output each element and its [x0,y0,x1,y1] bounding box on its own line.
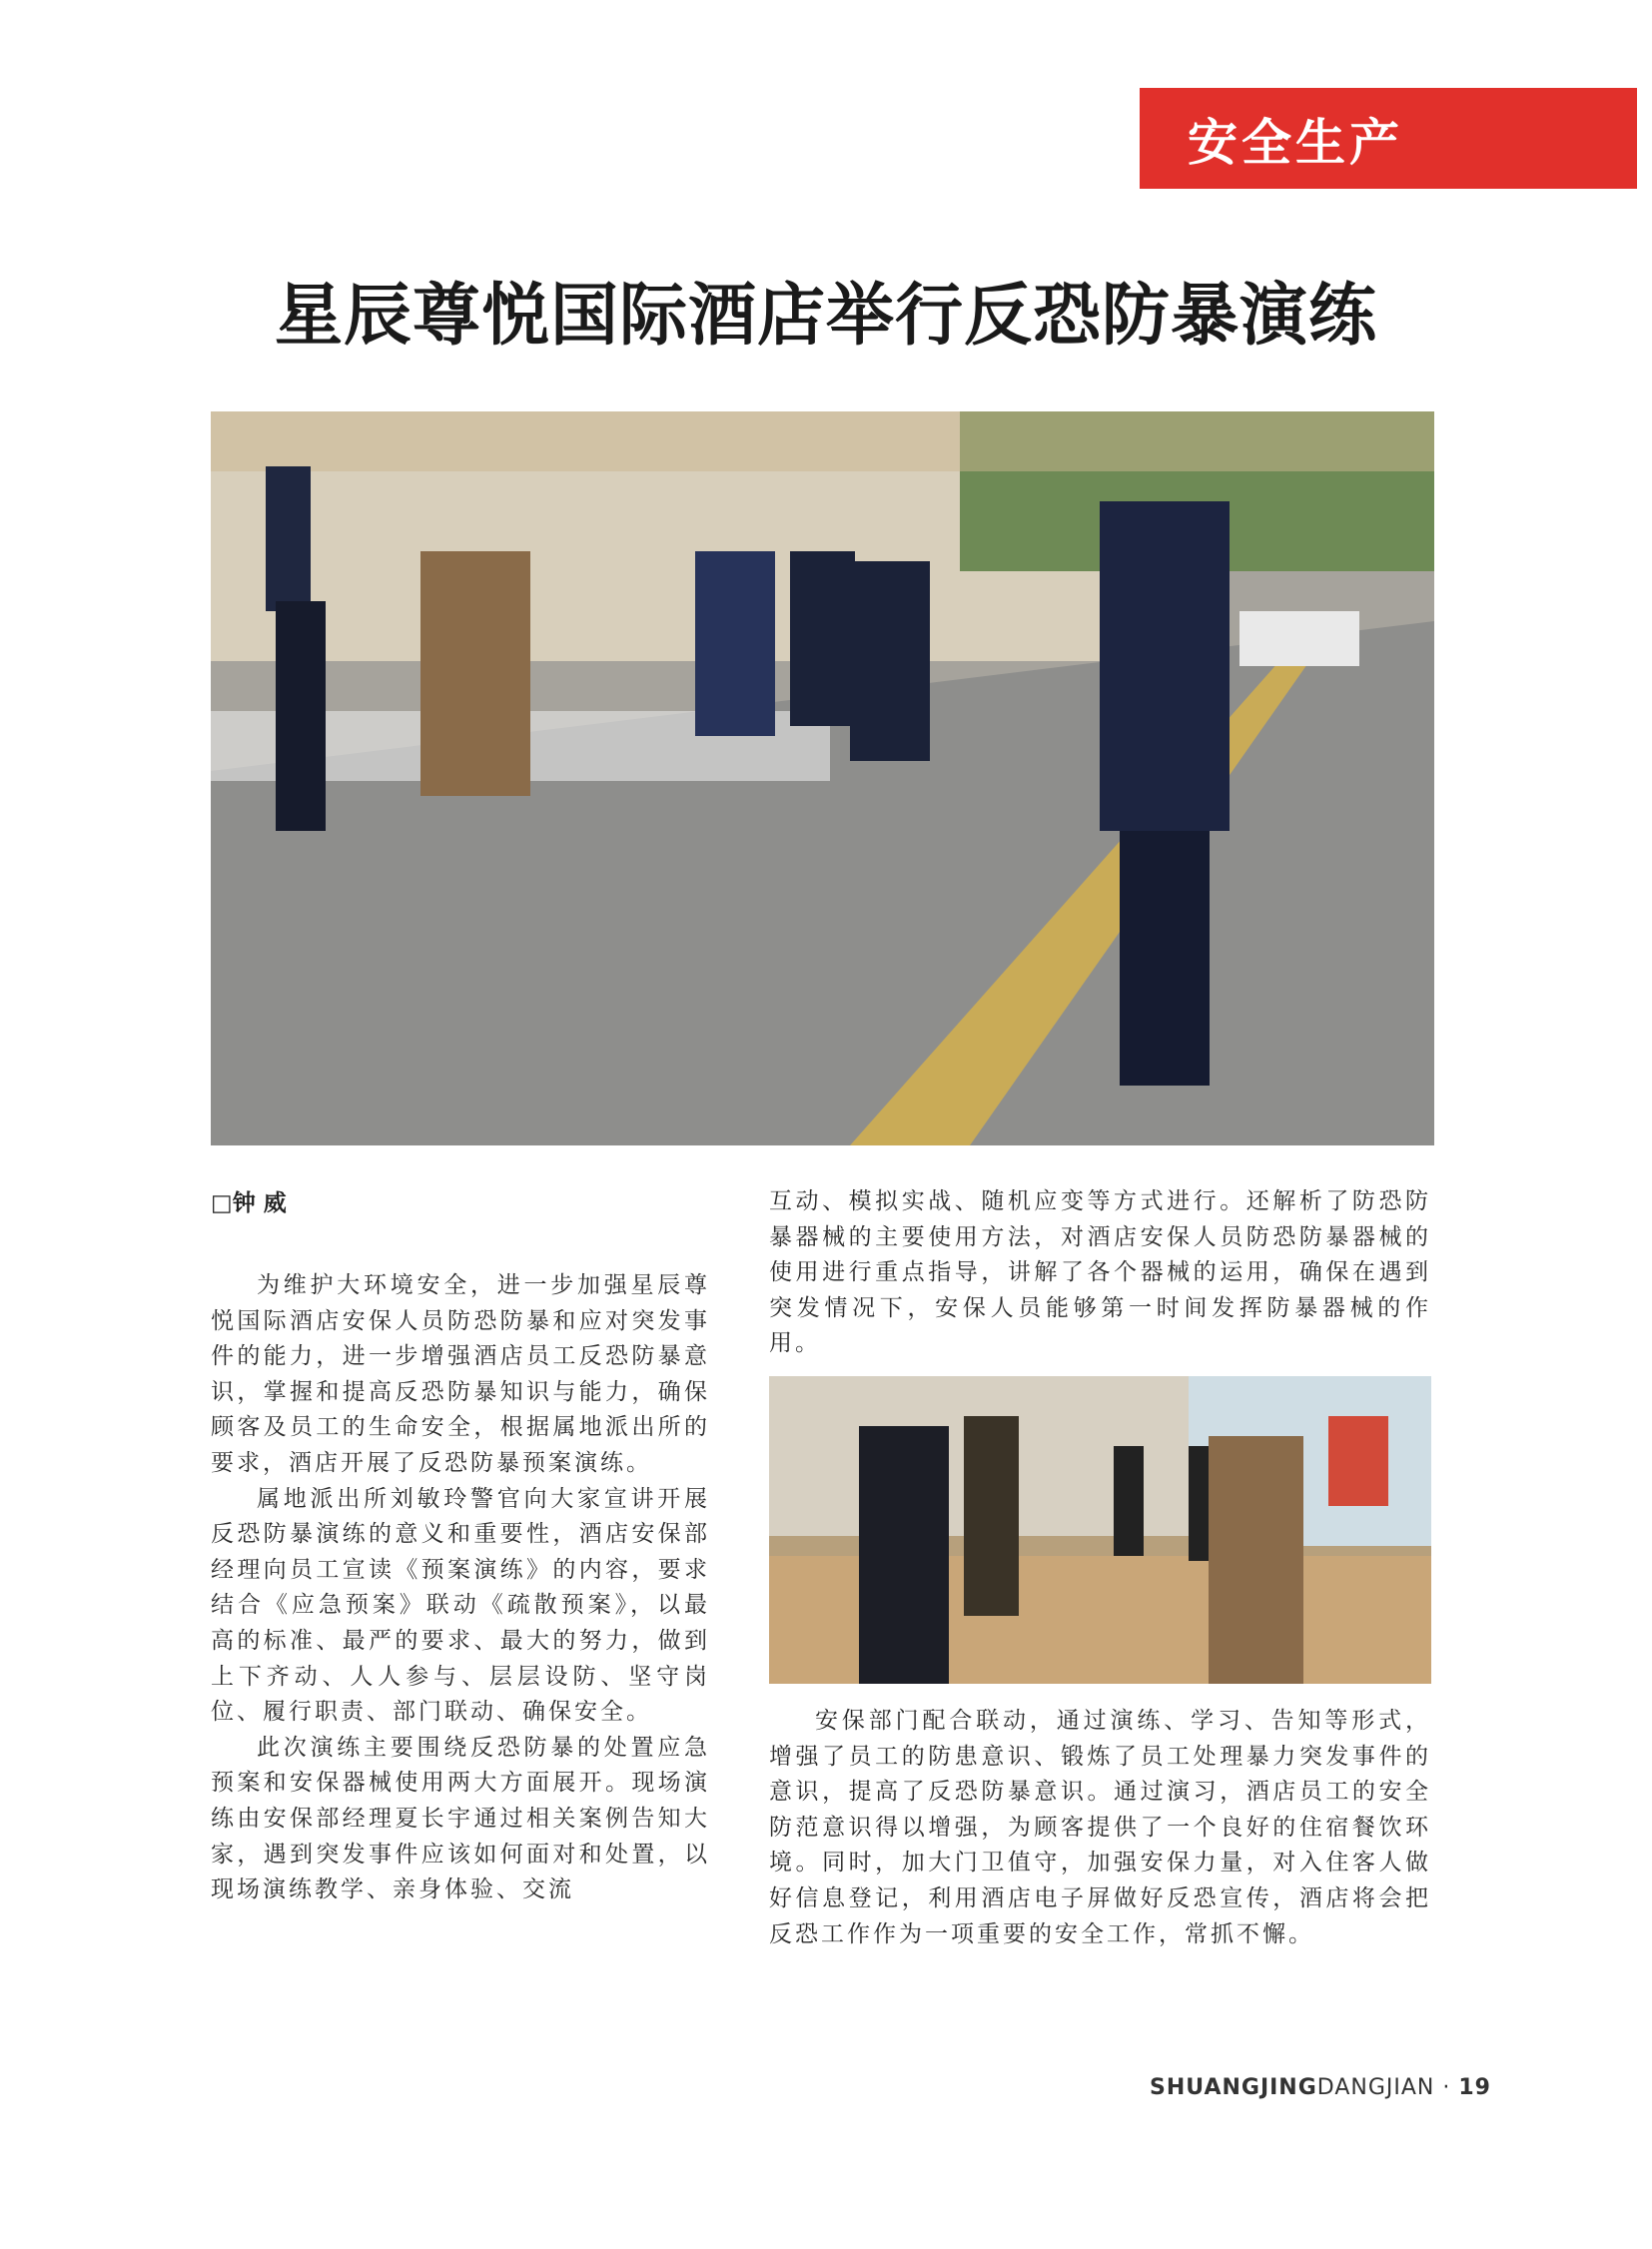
photo-outdoor-drill-image [211,411,1434,1145]
footer-brand-light: DANGJIAN [1316,2075,1435,2100]
photo-outdoor-drill [211,411,1434,1145]
paragraph: 互动、模拟实战、随机应变等方式进行。还解析了防恐防暴器械的主要使用方法，对酒店安保人员防恐防暴器械的使用进行重点指导，讲解了各个器械的运用，确保在遇到突发情况下，安保人员能够第一时间发挥防暴器械的作用。 [769,1188,1431,1357]
page-number: 19 [1458,2075,1491,2100]
section-tag: 安全生产 [1140,88,1637,189]
paragraph: 此次演练主要围绕反恐防暴的处置应急预案和安保器械使用两大方面展开。现场演练由安保部经理夏长宇通过相关案例告知大家，遇到突发事件应该如何面对和处置，以现场演练教学、亲身体验、交流 [211,1734,710,1903]
paragraph: 属地派出所刘敏玲警官向大家宣讲开展反恐防暴演练的意义和重要性，酒店安保部经理向员工宣读《预案演练》的内容，要求结合《应急预案》联动《疏散预案》，以最高的标准、最严的要求、最大的努力，做到上下齐动、人人参与、层层设防、坚守岗位、履行职责、部门联动、确保安全。 [211,1485,710,1726]
paragraph: 安保部门配合联动，通过演练、学习、告知等形式，增强了员工的防患意识、锻炼了员工处理暴力突发事件的意识，提高了反恐防暴意识。通过演习，酒店员工的安全防范意识得以增强，为顾客提供了一个良好的住宿餐饮环境。同时，加大门卫值守，加强安保力量，对入住客人做好信息登记，利用酒店电子屏做好反恐宣传，酒店将会把反恐工作作为一项重要的安全工作，常抓不懈。 [769,1708,1431,1947]
photo-indoor-drill-image [769,1376,1431,1684]
article-title: 星辰尊悦国际酒店举行反恐防暴演练 [274,276,1377,356]
footer-brand-bold: SHUANGJING [1150,2075,1317,2100]
article-left-column [211,1268,710,1908]
article-right-column-top [769,1184,1431,1362]
paragraph: 为维护大环境安全，进一步加强星辰尊悦国际酒店安保人员防恐防暴和应对突发事件的能力，进一步增强酒店员工反恐防暴意识，掌握和提高反恐防暴知识与能力，确保顾客及员工的生命安全，根据属地派出所的要求，酒店开展了反恐防暴预案演练。 [211,1272,710,1476]
footer-separator: · [1442,2075,1451,2100]
photo-indoor-drill [769,1376,1431,1684]
article-right-column-bottom [769,1704,1431,1952]
byline: □钟 威 [211,1189,287,1216]
page-footer [1150,2075,1491,2100]
